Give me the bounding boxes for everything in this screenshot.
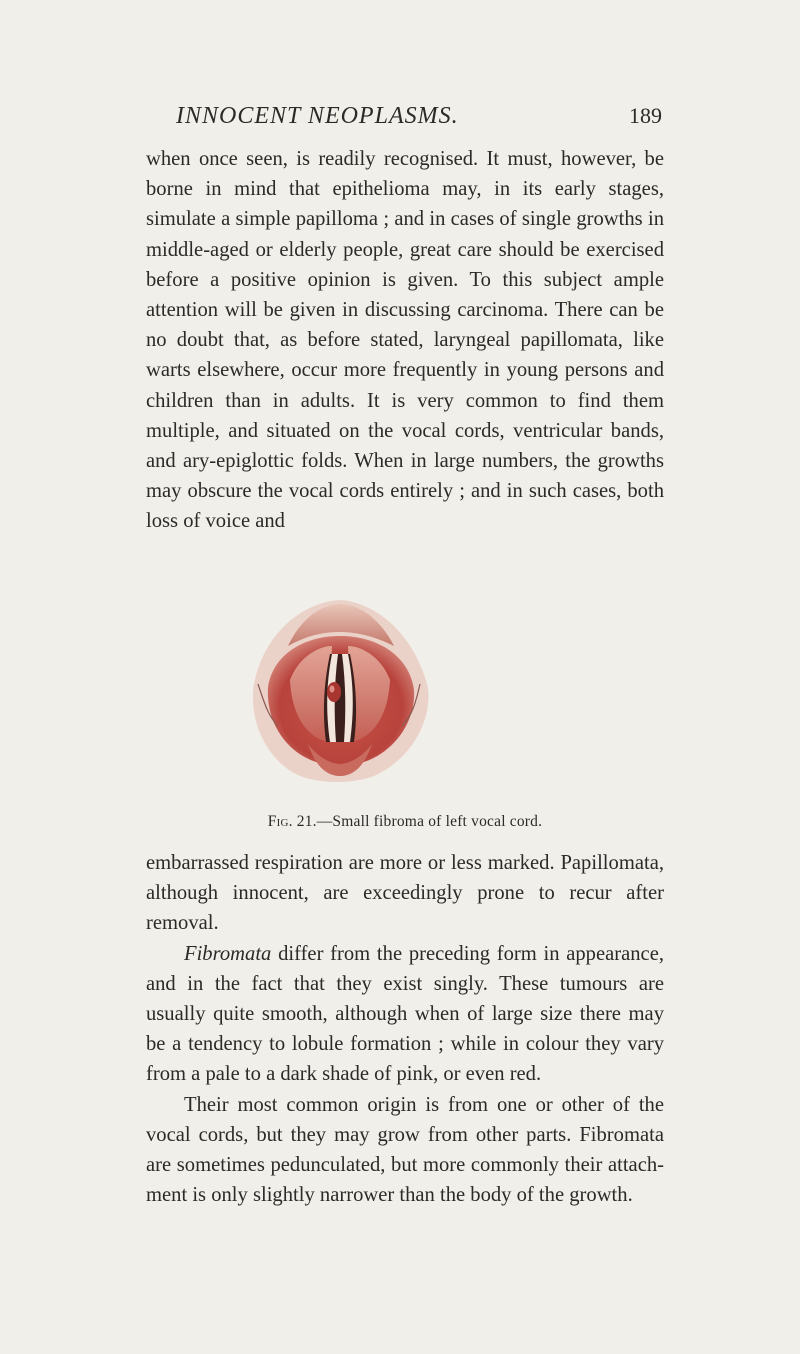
larynx-fibroma-image [224,592,452,788]
term-fibromata: Fibromata [184,942,272,965]
figure-larynx-illustration [224,592,452,788]
body-text-top [146,144,664,537]
page-header [146,103,662,135]
figure-label: Fig. 21. [267,813,317,830]
running-title: INNOCENT NEOPLASMS. [176,103,459,129]
page-number: 189 [629,103,662,128]
paragraph-continuation: when once seen, is readily recognised. It must, however, be borne in mind that epithelioma may, in its early stages, simulate a simple papilloma ; and in cases of single growths in middle-aged or elderly people, great care should be exercised before a positive opinion is given. To this subject ample attention will be given in discussing carcinoma. There can be no doubt that, as before stated, laryngeal papillomata, like warts elsewhere, occur more frequently in young persons and children than in adults. It is very common to find them multiple, and situated on the vocal cords, ventricular bands, and ary-epiglottic folds. When in large numbers, the growths may obscure the vocal cords entirely ; and in such cases, both loss of voice and [146,148,664,533]
figure-caption-text: —Small fibroma of left vocal cord. [316,813,543,830]
paragraph-fibromata-text: differ from the preceding form in appearance, and in the fact that they exist singly. These tumours are usually quite smooth, although when of large size there may be a tendency to lobule formation ; while in colour they vary from a pale to a dark shade of pink, or even red. [146,942,664,1086]
figure-caption [146,813,664,831]
paragraph-fibromata [146,939,664,1090]
paragraph-origin: Their most common origin is from one or other of the vocal cords, but they may grow from other parts. Fibromata are sometimes pedunculated, but more commonly their attach- ment is only slightly narrower than the body of the growth. [146,1093,664,1207]
body-text-bottom [146,848,664,1210]
paragraph-papillomata-end: embarrassed respiration are more or less marked. Papillomata, although innocent, are exceedingly prone to recur after removal. [146,852,664,935]
